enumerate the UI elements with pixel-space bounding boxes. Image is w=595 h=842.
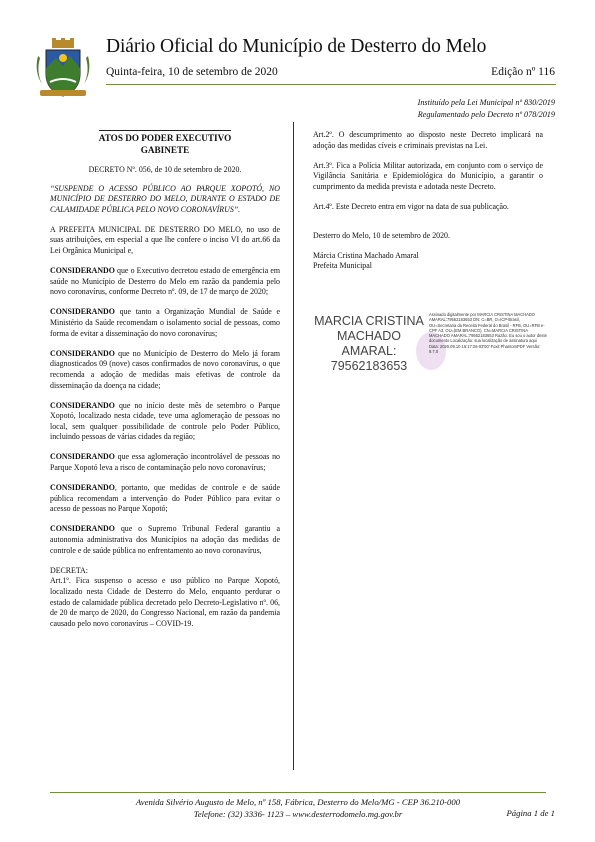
considerando-paragraph <box>50 483 280 515</box>
article-3: Art.3º. Fica a Polícia Militar autorizada, em conjunto com o serviço de Vigilância Sanitária e Epidemiológica do Município, a garantir o cumprimento da medida prevista e adotada neste Decreto. <box>313 160 543 191</box>
section-heading <box>50 130 280 156</box>
gazette-title: Diário Oficial do Município de Desterro do Melo <box>106 36 487 57</box>
digital-signature-details: Assinado digitalmente por MARCIA CRISTINA MACHADO AMARAL:79562183653 DN: C=BR, O=ICP-Brasil, OU=Secretaria da Receita Federal do Brasil - RFB, OU=RFB e-CPF A3, OU=(EM BRANCO), CN=MARCIA CRISTINA MACHADO AMARAL:79562183653 Razão: Eu sou o autor deste documento Localização: sua localização de assinatura aqui Data: 2020.09.10 16:17:26-03'00' Foxit PhantomPDF Versão: 9.7.0 <box>429 312 547 355</box>
edition-number: Edição nº 116 <box>491 66 555 78</box>
decree-summary: “SUSPENDE O ACESSO PÚBLICO AO PARQUE XOPOTÓ, NO MUNICÍPIO DE DESTERRO DO MELO, DURANTE O ESTADO DE CALAMIDADE PÚBLICA PELO NOVO CORONAVÍRUS”. <box>50 183 280 214</box>
considerando-text: , portanto, que medidas de controle e de saúde pública recomendam a intervenção do Poder Público para evitar o acesso de pessoas no Parque Xopotó; <box>50 483 280 514</box>
signer-name: Márcia Cristina Machado Amaral <box>313 250 419 260</box>
considerando-lead: CONSIDERANDO <box>50 266 115 276</box>
considerando-text: que o Supremo Tribunal Federal garantiu a autonomia administrativa dos Municípios na adoção das medidas de controle e de saúde pública no enfrentamento ao novo coronavírus, <box>50 524 280 555</box>
institution-line-1: Instituído pela Lei Municipal nº 830/2019 <box>417 98 555 107</box>
section-heading-line-2: GABINETE <box>140 145 190 155</box>
considerando-text: que o Executivo decretou estado de emergência em saúde no Município de Desterro do Melo em razão da pandemia pelo novo coronavírus, conforme Decreto nº. 09, de 17 de março de 2020; <box>50 266 280 297</box>
institution-note <box>418 97 555 121</box>
considerando-lead: CONSIDERANDO <box>50 483 115 493</box>
considerando-lead: CONSIDERANDO <box>50 348 115 358</box>
footer-rule <box>50 792 546 793</box>
considerando-text: que essa aglomeração incontrolável de pessoas no Parque Xopotó leva a risco de contaminação pelo novo coronavírus; <box>50 452 280 473</box>
digital-signature-cpf: 79562183653 <box>330 359 408 373</box>
considerando-paragraph <box>50 452 280 473</box>
institution-line-2: Regulamentado pelo Decreto nº 078/2019 <box>417 110 555 119</box>
column-divider <box>293 122 294 770</box>
considerando-paragraph <box>50 307 280 339</box>
municipal-coat-of-arms-icon <box>32 38 94 100</box>
section-heading-line-1: ATOS DO PODER EXECUTIVO <box>99 130 231 144</box>
considerando-paragraph <box>50 401 280 443</box>
considerando-paragraph <box>50 349 280 391</box>
decreta-heading: DECRETA: <box>50 565 88 575</box>
right-column <box>313 130 543 272</box>
digital-signature-block <box>313 308 547 378</box>
page-number: Página 1 de 1 <box>506 808 555 818</box>
place-and-date: Desterro do Melo, 10 de setembro de 2020. <box>313 230 450 240</box>
footer-contact: Telefone: (32) 3336- 1123 – www.desterrodomelo.mg.gov.br <box>193 809 403 819</box>
article-1: Art.1º. Fica suspenso o acesso e uso público no Parque Xopotó, localizado nesta Cidade de Desterro do Melo, enquanto perdurar o estado de calamidade pública decretado pelo Decreto-Legislativo nº. 06, de 20 de março de 2020, do Congresso Nacional, em razão da pandemia causado pelo novo coronavírus – COVID-19. <box>50 576 280 628</box>
digital-signature-holder: MARCIA CRISTINA MACHADO AMARAL: <box>314 314 424 358</box>
considerando-lead: CONSIDERANDO <box>50 400 115 410</box>
decree-number: DECRETO Nº. 056, de 10 de setembro de 2020. <box>88 165 242 174</box>
footer-address: Avenida Silvério Augusto de Melo, nº 158, Fábrica, Desterro do Melo/MG - CEP 36.210-000 <box>135 797 461 807</box>
considerando-lead: CONSIDERANDO <box>50 524 115 534</box>
considerando-lead: CONSIDERANDO <box>50 452 115 462</box>
considerando-paragraph <box>50 266 280 298</box>
article-4: Art.4º. Este Decreto entra em vigor na data de sua publicação. <box>313 201 509 211</box>
digital-signature-name <box>313 314 425 374</box>
signer-role: Prefeita Municipal <box>313 261 372 271</box>
footer <box>70 796 526 820</box>
left-column <box>50 130 280 639</box>
decree-preamble: A PREFEITA MUNICIPAL DE DESTERRO DO MELO, no uso de suas atribuições, em especial a que lhe confere o inciso VI do art.66 da Lei Orgânica Municipal e, <box>50 224 280 256</box>
considerando-lead: CONSIDERANDO <box>50 307 115 317</box>
article-2: Art.2º. O descumprimento ao disposto neste Decreto implicará na adoção das medidas cíveis e criminais previstas na Lei. <box>313 130 543 150</box>
considerando-text: que no início deste mês de setembro o Parque Xopotó, localizado nesta cidade, teve uma aglomeração de pessoas no local, sem qualquer possibilidade de controle pelo Poder Público, incluindo pessoas de várias cidades da região; <box>50 400 280 442</box>
header-rule <box>106 84 556 85</box>
considerando-paragraph <box>50 524 280 556</box>
publication-date: Quinta-feira, 10 de setembro de 2020 <box>106 66 278 78</box>
considerando-text: que tanto a Organização Mundial de Saúde e Ministério da Saúde recomendam o isolamento social de pessoas, como forma de evitar a disseminação do novo coronavírus; <box>50 307 280 338</box>
considerando-text: que no Município de Desterro do Melo já foram diagnosticados 09 (nove) casos confirmados de novo coronavírus, o que recomenda a adoção de medidas mais efetivas de controle da disseminação da doença na cidade; <box>50 348 280 390</box>
